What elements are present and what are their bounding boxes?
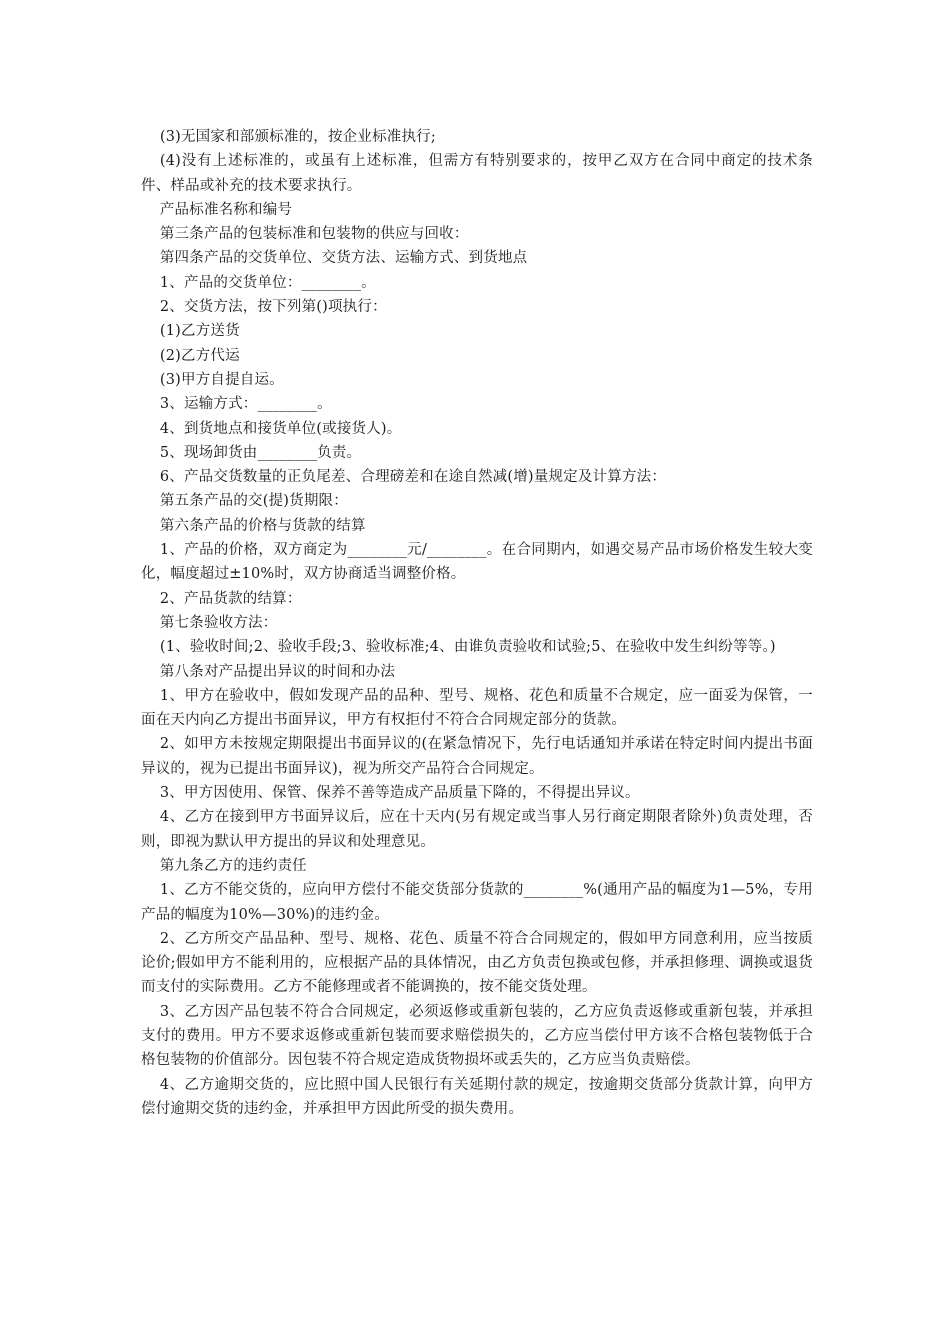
clause-paragraph: 6、产品交货数量的正负尾差、合理磅差和在途自然减(增)量规定及计算方法： bbox=[159, 469, 667, 486]
article-heading: 第五条产品的交(提)货期限： bbox=[159, 493, 348, 510]
clause-paragraph: 5、现场卸货由________负责。 bbox=[159, 444, 362, 461]
clause-paragraph: 产品标准名称和编号 bbox=[159, 201, 293, 218]
clause-paragraph: 3、运输方式：________。 bbox=[159, 396, 332, 413]
article-heading: 第七条验收方法： bbox=[159, 614, 278, 631]
clause-paragraph: (3)甲方自提自运。 bbox=[159, 371, 284, 388]
clause-paragraph: 1、产品的价格，双方商定为________元/________。在合同期内，如遇交易产品市场价格发生较大变化，幅度超过±10%时，双方协商适当调整价格。 bbox=[141, 542, 813, 583]
document-body bbox=[141, 125, 813, 1121]
clause-paragraph: 2、如甲方未按规定期限提出书面异议的(在紧急情况下，先行电话通知并承诺在特定时间内提出书面异议的，视为已提出书面异议)，视为所交产品符合合同规定。 bbox=[141, 736, 813, 777]
clause-paragraph: (4)没有上述标准的，或虽有上述标准，但需方有特别要求的，按甲乙双方在合同中商定的技术条件、样品或补充的技术要求执行。 bbox=[141, 153, 813, 194]
clause-paragraph: (1)乙方送货 bbox=[159, 323, 240, 340]
article-heading: 第八条对产品提出异议的时间和办法 bbox=[159, 663, 396, 680]
clause-paragraph: (2)乙方代运 bbox=[159, 347, 240, 364]
clause-paragraph: 1、产品的交货单位：________。 bbox=[159, 274, 376, 291]
clause-paragraph: 3、乙方因产品包装不符合合同规定，必须返修或重新包装的，乙方应负责返修或重新包装，并承担支付的费用。甲方不要求返修或重新包装而要求赔偿损失的，乙方应当偿付甲方该不合格包装物低于合格包装物的价值部分。因包装不符合规定造成货物损坏或丢失的，乙方应当负责赔偿。 bbox=[141, 1003, 813, 1069]
article-heading: 第四条产品的交货单位、交货方法、运输方式、到货地点 bbox=[159, 250, 528, 267]
article-heading: 第九条乙方的违约责任 bbox=[159, 857, 307, 874]
clause-paragraph: 1、甲方在验收中，假如发现产品的品种、型号、规格、花色和质量不合规定，应一面妥为保管，一面在天内向乙方提出书面异议，甲方有权拒付不符合合同规定部分的货款。 bbox=[141, 687, 813, 729]
clause-paragraph: 3、甲方因使用、保管、保养不善等造成产品质量下降的，不得提出异议。 bbox=[159, 785, 640, 802]
clause-paragraph: (3)无国家和部颁标准的，按企业标准执行; bbox=[159, 129, 436, 145]
clause-paragraph: 2、乙方所交产品品种、型号、规格、花色、质量不符合合同规定的，假如甲方同意利用，应当按质论价;假如甲方不能利用的，应根据产品的具体情况，由乙方负责包换或包修，并承担修理、调换或退货而支付的实际费用。乙方不能修理或者不能调换的，按不能交货处理。 bbox=[141, 930, 813, 996]
clause-paragraph: (1、验收时间;2、验收手段;3、验收标准;4、由谁负责验收和试验;5、在验收中发生纠纷等等。) bbox=[159, 639, 776, 656]
clause-paragraph: 1、乙方不能交货的，应向甲方偿付不能交货部分货款的________%(通用产品的幅度为1—5%，专用产品的幅度为10%—30%)的违约金。 bbox=[141, 882, 813, 923]
clause-paragraph: 4、乙方逾期交货的，应比照中国人民银行有关延期付款的规定，按逾期交货部分货款计算，向甲方偿付逾期交货的违约金，并承担甲方因此所受的损失费用。 bbox=[141, 1076, 813, 1117]
article-heading: 第三条产品的包装标准和包装物的供应与回收： bbox=[159, 226, 469, 243]
clause-paragraph: 2、交货方法，按下列第()项执行： bbox=[159, 299, 387, 316]
clause-paragraph: 4、到货地点和接货单位(或接货人)。 bbox=[159, 420, 402, 437]
clause-paragraph: 2、产品货款的结算： bbox=[159, 590, 302, 607]
article-heading: 第六条产品的价格与货款的结算 bbox=[159, 517, 366, 534]
clause-paragraph: 4、乙方在接到甲方书面异议后，应在十天内(另有规定或当事人另行商定期限者除外)负责处理，否则，即视为默认甲方提出的异议和处理意见。 bbox=[141, 809, 813, 850]
